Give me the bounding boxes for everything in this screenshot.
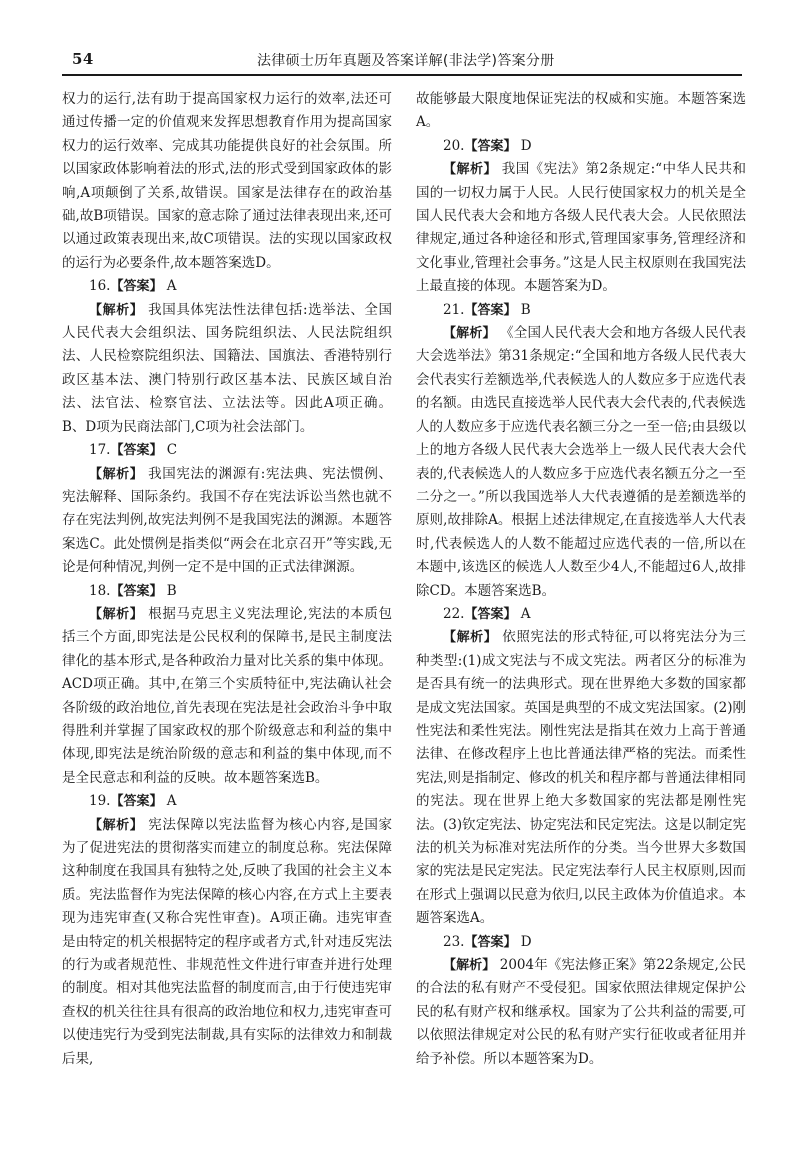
analysis-20: 【解析】 我国《宪法》第2条规定:“中华人民共和国的一切权力属于人民。人民行使国家权力的机关是全国人民代表大会和地方各级人民代表大会。人民依照法律规定,通过各种途径和形式,管理国家事务,管理经济和文化事业,管理社会事务。”这是人民主权原则在我国宪法上最直接的体现。本题答案为D。: [416, 161, 746, 295]
answer-value-20: D: [520, 137, 532, 154]
answer-line-17: 17.【答案】 C: [89, 442, 178, 459]
answer-line-22: 22.【答案】 A: [443, 605, 531, 622]
answer-line-19: 19.【答案】 A: [89, 793, 177, 810]
analysis-19: 【解析】 宪法保障以宪法监督为核心内容,是国家为了促进宪法的贯彻落实而建立的制度总称。宪法保障这种制度在我国具有独特之处,反映了我国的社会主义本质。宪法监督作为宪法保障的核心内容,在方式上主要表现为违宪审查(又称合宪性审查)。A项正确。违宪审查是由特定的机关根据特定的程序或者方式,针对违反宪法的行为或者规范性、非规范性文件进行审查并进行处理的制度。相对其他宪法监督的制度而言,由于行使违宪审查权的机关往往具有很高的政治地位和权力,违宪审查可以使违宪行为受到宪法制裁,具有实际的法律效力和制裁后果,: [62, 816, 393, 1067]
right-column: [416, 88, 746, 1071]
page-header: [62, 36, 742, 76]
answer-line-21: 21.【答案】 B: [443, 301, 531, 318]
answer-value-22: A: [520, 605, 531, 622]
analysis-18: 【解析】 根据马克思主义宪法理论,宪法的本质包括三个方面,即宪法是公民权利的保障书,是民主制度法律化的基本形式,是各种政治力量对比关系的集中体现。ACD项正确。其中,在第三个实质特征中,宪法确认社会各阶级的政治地位,首先表现在宪法是社会政治斗争中取得胜利并掌握了国家政权的那个阶级意志和利益的集中体现,即宪法是统治阶级的意志和利益的集中体现,而不是全民意志和利益的反映。故本题答案选B。: [62, 605, 393, 786]
analysis-17: 【解析】 我国宪法的渊源有:宪法典、宪法惯例、宪法解释、国际条约。我国不存在宪法诉讼当然也就不存在宪法判例,故宪法判例不是我国宪法的渊源。本题答案选C。此处惯例是指类似“两会在北京召开”等实践,无论是何种情况,判例一定不是中国的正式法律渊源。: [62, 465, 392, 576]
analysis-23: 【解析】 2004年《宪法修正案》第22条规定,公民的合法的私有财产不受侵犯。国家依照法律规定保护公民的私有财产权和继承权。国家为了公共利益的需要,可以依照法律规定对公民的私有财产实行征收或者征用并给予补偿。所以本题答案为D。: [416, 957, 746, 1067]
book-title: 法律硕士历年真题及答案详解(非法学)答案分册: [257, 53, 555, 69]
continued-paragraph: 故能够最大限度地保证宪法的权威和实施。本题答案选A。: [416, 91, 746, 131]
answer-value-18: B: [166, 582, 177, 599]
answer-value-23: D: [520, 933, 532, 950]
analysis-21: 【解析】 《全国人民代表大会和地方各级人民代表大会选举法》第31条规定:“全国和地方各级人民代表大会代表实行差额选举,代表候选人的人数应多于应选代表的名额。由选民直接选举人民代表大会代表的,代表候选人的人数应多于应选代表名额三分之一至一倍;由县级以上的地方各级人民代表大会选举上一级人民代表大会代表的,代表候选人的人数应多于应选代表名额五分之一至二分之一。”所以我国选举人大代表遵循的是差额选举的原则,故排除A。根据上述法律规定,在直接选举人大代表时,代表候选人的人数不能超过应选代表的一倍,所以在本题中,该选区的候选人人数至少4人,不能超过6人,故排除CD。本题答案选B。: [416, 325, 746, 599]
answer-value-21: B: [520, 301, 531, 318]
analysis-22: 【解析】 依照宪法的形式特征,可以将宪法分为三种类型:(1)成文宪法与不成文宪法。两者区分的标准为是否具有统一的法典形式。现在世界绝大多数的国家都是成文宪法国家。英国是典型的不成文宪法国家。(2)刚性宪法和柔性宪法。刚性宪法是指其在效力上高于普通法律、在修改程序上也比普通法律严格的宪法。而柔性宪法,则是指制定、修改的机关和程序都与普通法律相同的宪法。现在世界上绝大多数国家的宪法都是刚性宪法。(3)钦定宪法、协定宪法和民定宪法。这是以制定宪法的机关为标准对宪法所作的分类。当今世界大多数国家的宪法是民定宪法。民定宪法奉行人民主权原则,因而在形式上强调以民意为依归,以民主政体为价值追求。本题答案选A。: [416, 629, 747, 927]
answer-value-16: A: [166, 278, 177, 295]
header-divider: [62, 74, 742, 76]
answer-value-17: C: [166, 442, 178, 459]
answer-line-20: 20.【答案】 D: [443, 137, 532, 154]
left-column: [62, 88, 392, 1071]
answer-line-16: 16.【答案】 A: [89, 278, 177, 295]
answer-value-19: A: [166, 793, 177, 810]
continued-paragraph: 权力的运行,法有助于提高国家权力运行的效率,法还可通过传播一定的价值观来发挥思想教育作用为提高国家权力的运行效率、完成其功能提供良好的社会氛围。所以国家政体影响着法的形式,法的形式受到国家政体的影响,A项颠倒了关系,故错误。国家是法律存在的政治基础,故B项错误。国家的意志除了通过法律表现出来,还可以通过政策表现出来,故C项错误。法的实现以国家政权的运行为必要条件,故本题答案选D。: [62, 91, 392, 271]
page-number: 54: [72, 50, 94, 68]
answer-line-23: 23.【答案】 D: [443, 933, 532, 950]
analysis-16: 【解析】 我国具体宪法性法律包括:选举法、全国人民代表大会组织法、国务院组织法、人民法院组织法、人民检察院组织法、国籍法、国旗法、香港特别行政区基本法、澳门特别行政区基本法、民族区域自治法、法官法、检察官法、立法法等。因此A项正确。B、D项为民商法部门,C项为社会法部门。: [62, 301, 392, 435]
answer-line-18: 18.【答案】 B: [89, 582, 177, 599]
